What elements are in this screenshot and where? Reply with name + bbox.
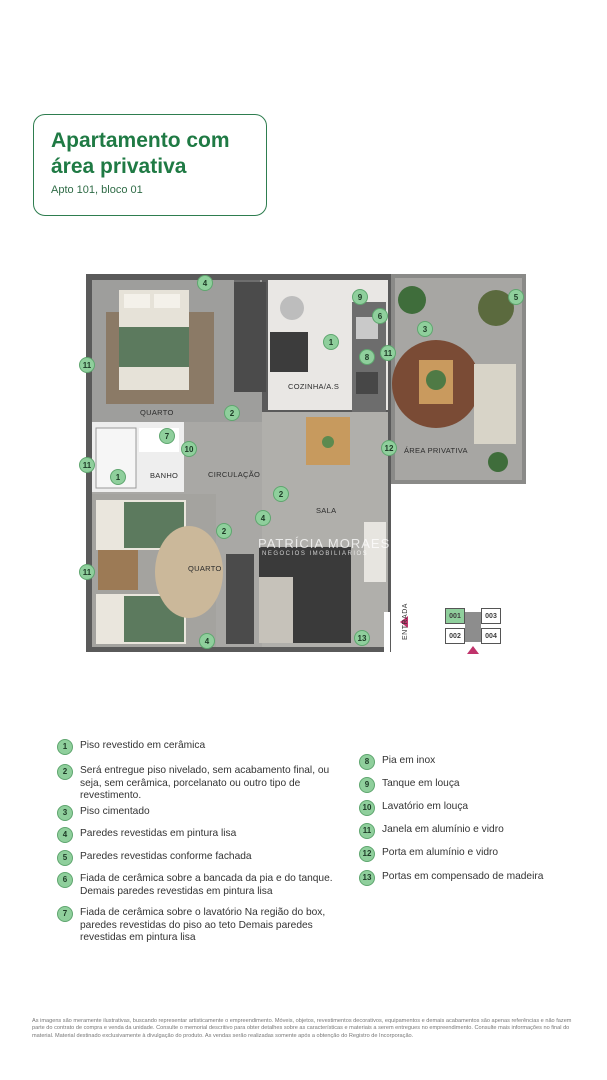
marker-4: 4 (199, 633, 215, 649)
marker-11: 11 (79, 357, 95, 373)
legend-text: Piso cimentado (80, 806, 150, 817)
legend-item (57, 806, 345, 821)
title-line-2: área privativa (51, 155, 187, 178)
legend-marker: 9 (359, 777, 375, 793)
room-label-sala: SALA (316, 506, 337, 515)
legend-item (57, 740, 345, 755)
legend-text: Fiada de cerâmica sobre a bancada da pia e do tanque. Demais paredes revestidas em pintura lisa (80, 873, 333, 897)
legend-item (57, 765, 345, 803)
legend-item (359, 755, 572, 770)
legend-marker: 13 (359, 870, 375, 886)
unit-001: 001 (445, 608, 465, 624)
floor-plan-drawing (84, 272, 528, 657)
unit-map-core (465, 612, 481, 642)
legend-text: Será entregue piso nivelado, sem acabamento final, ou seja, sem cerâmica, porcelanato ou outro tipo de revestimento. (80, 765, 330, 802)
legend-item (57, 873, 345, 898)
legend-item (57, 907, 345, 945)
marker-7: 7 (159, 428, 175, 444)
legend-text: Piso revestido em cerâmica (80, 740, 206, 751)
legend-marker: 11 (359, 823, 375, 839)
marker-5: 5 (508, 289, 524, 305)
title-line-1: Apartamento com (51, 129, 230, 152)
legend-marker: 8 (359, 754, 375, 770)
marker-6: 6 (372, 308, 388, 324)
marker-4: 4 (197, 275, 213, 291)
legend-marker: 3 (57, 805, 73, 821)
room-label-cozinha: COZINHA/A.S (288, 382, 340, 391)
watermark-tagline: NEGÓCIOS IMOBILIÁRIOS (262, 551, 369, 557)
legend-marker: 1 (57, 739, 73, 755)
room-label-area-privativa: ÁREA PRIVATIVA (404, 446, 468, 455)
marker-11: 11 (79, 564, 95, 580)
legend-text: Janela em alumínio e vidro (382, 824, 504, 835)
legend-marker: 12 (359, 846, 375, 862)
page-title (51, 128, 266, 180)
legend-text: Tanque em louça (382, 778, 460, 789)
unit-map-entrance-icon (467, 646, 479, 654)
legend-marker: 10 (359, 800, 375, 816)
room-label-quarto-bottom: QUARTO (188, 564, 222, 573)
page-subtitle: Apto 101, bloco 01 (51, 184, 143, 196)
floor-plan (84, 272, 528, 657)
marker-2: 2 (273, 486, 289, 502)
legend-text: Fiada de cerâmica sobre o lavatório Na região do box, paredes revestidas do piso ao teto Demais paredes revestidas em pintura lisa (80, 907, 326, 944)
legend-item (359, 847, 572, 862)
unit-002: 002 (445, 628, 465, 644)
legend-text: Portas em compensado de madeira (382, 871, 544, 882)
unit-004: 004 (481, 628, 501, 644)
legend-item (359, 871, 572, 886)
legend-marker: 5 (57, 850, 73, 866)
marker-10: 10 (181, 441, 197, 457)
marker-11: 11 (79, 457, 95, 473)
watermark-name: PATRÍCIA MORAES (258, 536, 391, 551)
legend-marker: 2 (57, 764, 73, 780)
marker-9: 9 (352, 289, 368, 305)
legend-marker: 7 (57, 906, 73, 922)
title-card (33, 114, 267, 216)
entrance-label: ENTRADA (402, 603, 409, 640)
marker-2: 2 (224, 405, 240, 421)
marker-12: 12 (381, 440, 397, 456)
legend-text: Pia em inox (382, 755, 436, 766)
legend-marker: 6 (57, 872, 73, 888)
legend-item (359, 778, 572, 793)
legend-text: Paredes revestidas em pintura lisa (80, 828, 237, 839)
room-label-banho: BANHO (150, 471, 179, 480)
marker-2: 2 (216, 523, 232, 539)
legend-text: Lavatório em louça (382, 801, 469, 812)
unit-003: 003 (481, 608, 501, 624)
legend-text: Porta em alumínio e vidro (382, 847, 499, 858)
marker-4: 4 (255, 510, 271, 526)
room-label-circulacao: CIRCULAÇÃO (208, 470, 261, 479)
marker-11: 11 (380, 345, 396, 361)
legend-item (57, 828, 345, 843)
legend-item (57, 851, 345, 866)
marker-8: 8 (359, 349, 375, 365)
marker-3: 3 (417, 321, 433, 337)
legend-marker: 4 (57, 827, 73, 843)
marker-1: 1 (110, 469, 126, 485)
disclaimer: As imagens são meramente ilustrativas, buscando representar artisticamente o empreendimento. Móveis, objetos, revestimentos decorativos, equipamentos e demais acabamentos são apenas referências e não fazem parte do contrato de compra e venda da unidade. Consulte o memorial descritivo para obter detalhes sobre as características e materiais a serem entregues no empreendimento. Consulte mais informações no final do material. Material destinado exclusivamente à divulgação do produto. As vendas serão realizadas somente após a obtenção do Registro de Incorporação. (32, 1018, 572, 1039)
legend-item (359, 801, 572, 816)
marker-1: 1 (323, 334, 339, 350)
legend-text: Paredes revestidas conforme fachada (80, 851, 252, 862)
room-label-quarto-top: QUARTO (140, 408, 174, 417)
legend-item (359, 824, 572, 839)
unit-location-map (445, 608, 503, 654)
marker-13: 13 (354, 630, 370, 646)
